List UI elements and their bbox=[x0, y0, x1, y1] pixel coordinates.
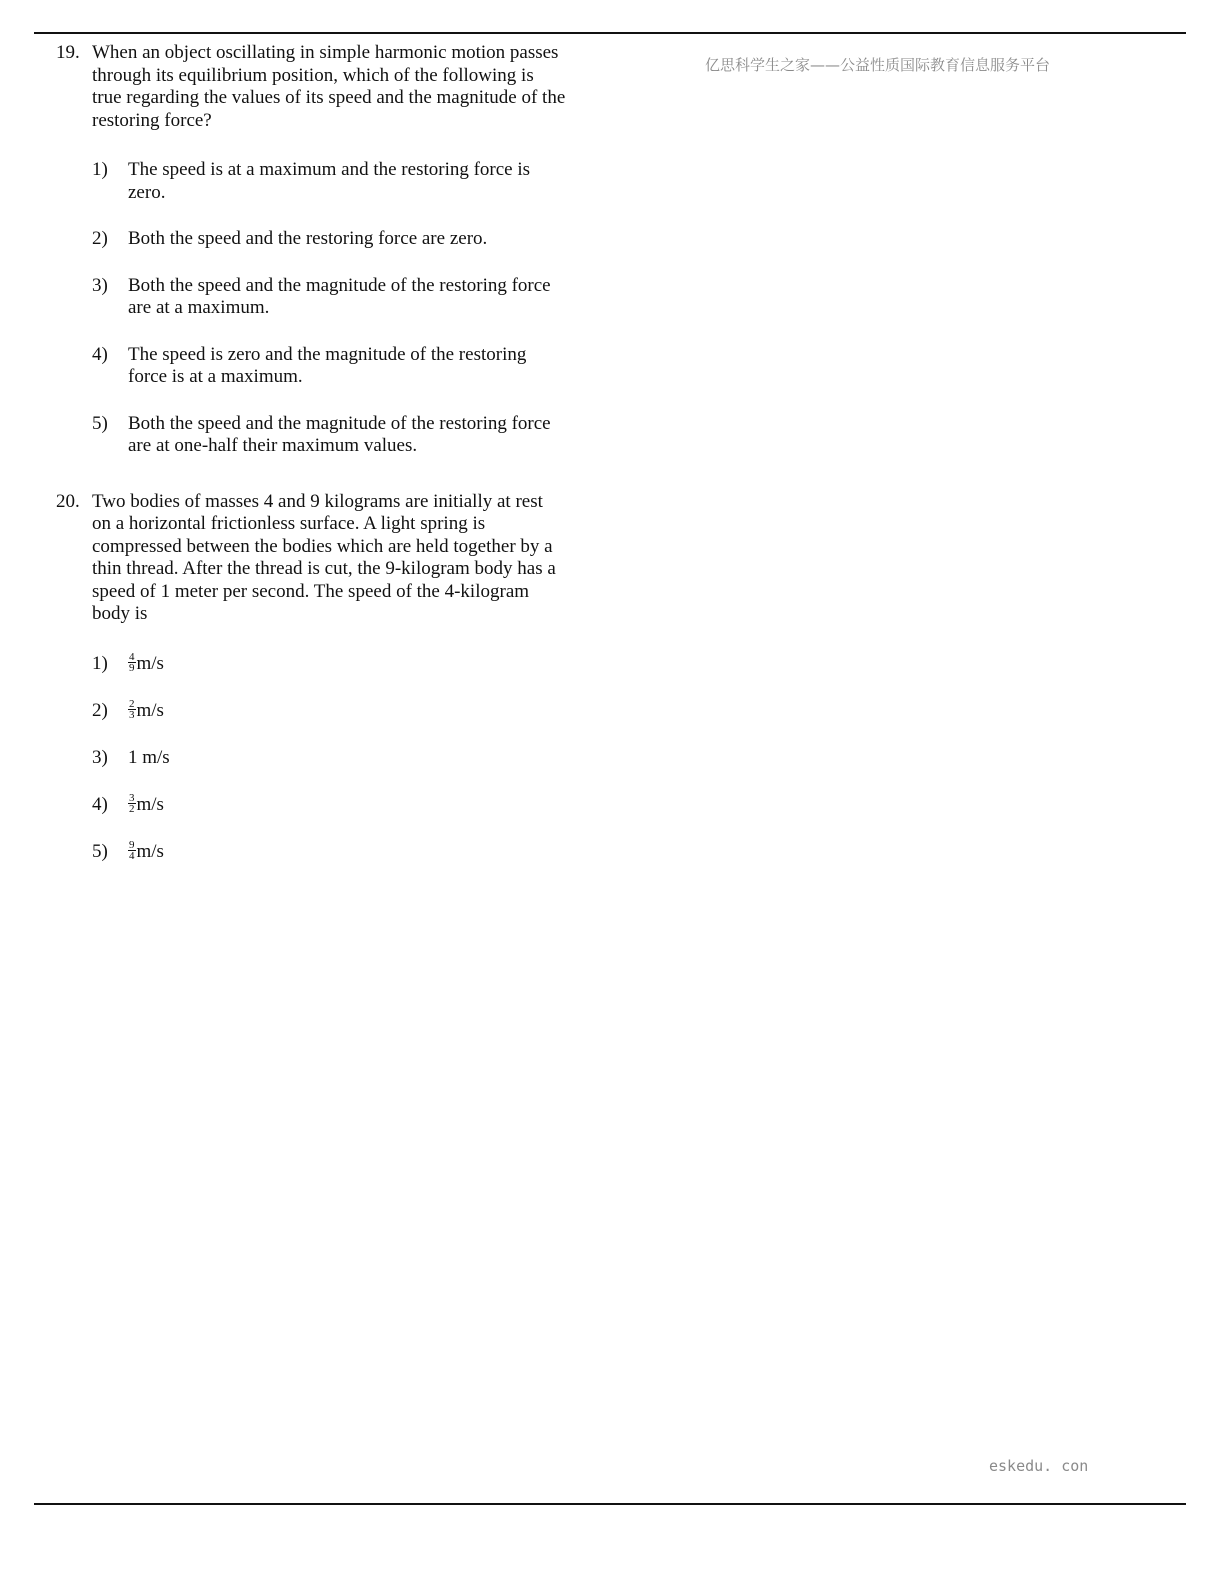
fraction-numerator: 9 bbox=[129, 838, 135, 851]
option-number: 3) bbox=[92, 746, 108, 768]
watermark-bottom-text: eskedu. con bbox=[989, 1457, 1089, 1475]
fraction-numerator: 3 bbox=[129, 791, 135, 804]
questions-column bbox=[56, 42, 566, 888]
answer-option[interactable] bbox=[92, 838, 566, 864]
question-number: 20. bbox=[56, 490, 80, 512]
option-unit: m/s bbox=[136, 652, 164, 674]
fraction bbox=[128, 699, 136, 720]
fraction-numerator: 2 bbox=[129, 697, 135, 710]
fraction-denominator: 2 bbox=[129, 802, 135, 815]
answer-option[interactable] bbox=[92, 650, 566, 676]
answer-option[interactable] bbox=[92, 228, 566, 251]
fraction bbox=[128, 793, 136, 814]
option-number: 4) bbox=[92, 343, 108, 365]
option-number: 3) bbox=[92, 274, 108, 296]
answer-option[interactable] bbox=[92, 697, 566, 723]
question-text: Two bodies of masses 4 and 9 kilograms are initially at rest on a horizontal frictionless surface. A light spring is compressed between the bodies which are held together by a thin thread. After the thread is cut, the 9-kilogram body has a speed of 1 meter per second. The speed of the 4-kilogram body is bbox=[92, 490, 556, 624]
option-text: The speed is at a maximum and the restoring force is zero. bbox=[128, 159, 531, 203]
option-number: 2) bbox=[92, 699, 108, 721]
fraction-denominator: 9 bbox=[129, 661, 135, 674]
fraction-denominator: 3 bbox=[129, 708, 135, 721]
answer-option[interactable] bbox=[92, 159, 566, 204]
question-text: When an object oscillating in simple harmonic motion passes through its equilibrium position, which of the following is true regarding the values of its speed and the magnitude of the restoring force? bbox=[92, 42, 566, 131]
question-number: 19. bbox=[56, 42, 80, 63]
option-text: 1 m/s bbox=[128, 746, 170, 768]
option-text: The speed is zero and the magnitude of the restoring force is at a maximum. bbox=[128, 343, 527, 387]
question-20 bbox=[56, 491, 566, 864]
answer-option[interactable] bbox=[92, 275, 566, 320]
option-text: Both the speed and the restoring force are zero. bbox=[128, 228, 488, 249]
option-number: 4) bbox=[92, 793, 108, 815]
answer-option[interactable] bbox=[92, 344, 566, 389]
option-number: 1) bbox=[92, 159, 108, 180]
watermark-top-text: 亿思科学生之家——公益性质国际教育信息服务平台 bbox=[705, 56, 1051, 74]
option-text: Both the speed and the magnitude of the restoring force are at a maximum. bbox=[128, 274, 551, 318]
option-unit: m/s bbox=[136, 840, 164, 862]
option-number: 5) bbox=[92, 840, 108, 862]
option-number: 5) bbox=[92, 412, 108, 434]
fraction-numerator: 4 bbox=[129, 650, 135, 663]
option-number: 2) bbox=[92, 228, 108, 249]
answer-options bbox=[92, 159, 566, 458]
answer-option[interactable] bbox=[92, 791, 566, 817]
fraction-denominator: 4 bbox=[129, 849, 135, 862]
option-number: 1) bbox=[92, 652, 108, 674]
question-19 bbox=[56, 42, 566, 458]
answer-option[interactable] bbox=[92, 413, 566, 458]
option-text: Both the speed and the magnitude of the restoring force are at one-half their maximum values. bbox=[128, 412, 551, 456]
answer-option[interactable] bbox=[92, 747, 566, 770]
answer-options bbox=[92, 650, 566, 864]
option-unit: m/s bbox=[136, 699, 164, 721]
option-unit: m/s bbox=[136, 793, 164, 815]
top-rule bbox=[34, 32, 1186, 34]
fraction bbox=[128, 840, 136, 861]
bottom-rule bbox=[34, 1503, 1186, 1505]
fraction bbox=[128, 652, 136, 673]
